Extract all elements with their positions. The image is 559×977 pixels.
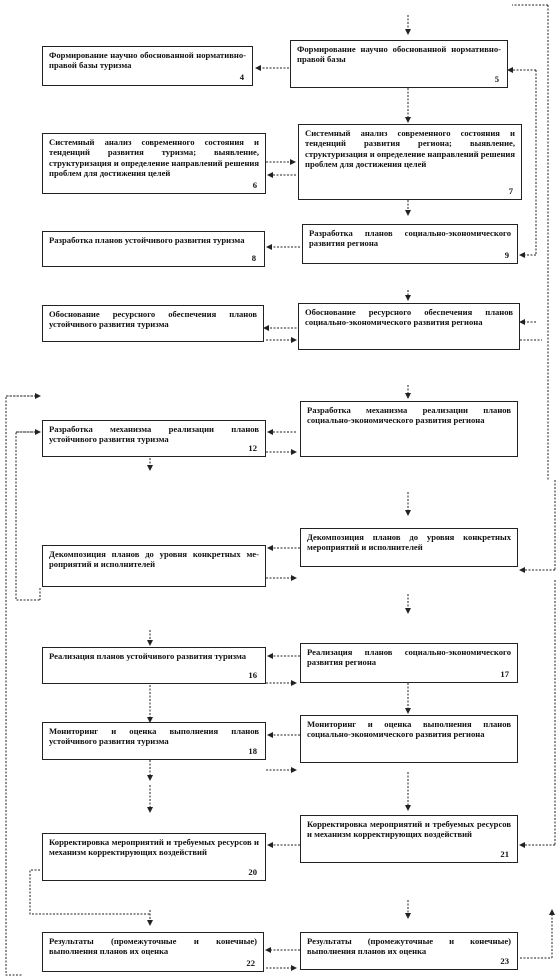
box-14 [42, 545, 266, 587]
box-8 [42, 231, 265, 267]
box-16-text: Реализация планов устойчивого развития туризма [49, 651, 247, 661]
box-20-number: 20 [248, 866, 257, 877]
box-21-text: Корректировка мероприятий и требуемых ресурсов и механизм корректирующих воздействий [307, 819, 511, 840]
box-6-text: Системный анализ современного состояния и тенденций развития туризма; выявление, структуризация и определение направлений решения проблем для достижения целей [49, 137, 259, 178]
box-6 [42, 133, 266, 194]
box-13 [300, 401, 518, 457]
box-14-text: Декомпозиция планов до уровня конкретных ме-роприятий и исполнителей [49, 549, 259, 570]
box-11-text: Обоснование ресурсного обеспечения планов социально-экономического развития региона [305, 307, 513, 328]
box-18-number: 18 [248, 745, 257, 756]
box-9 [302, 224, 518, 264]
box-7-text: Системный анализ современного состояния и тенденций развития региона; выявление, структуризация и определение направлений решения проблем для достижения целей [305, 128, 515, 169]
box-23 [300, 932, 518, 970]
box-15 [300, 528, 518, 567]
box-5-text: Формирование научно обоснованной нормативно-правой базы [297, 44, 501, 65]
box-8-text: Разработка планов устойчивого развития туризма [49, 235, 245, 245]
box-21-number: 21 [500, 848, 509, 859]
box-12 [42, 420, 266, 457]
box-16 [42, 647, 266, 684]
box-6-number: 6 [252, 179, 257, 190]
box-4-text: Формирование научно обоснованной нормативно-правой базы туризма [49, 50, 246, 71]
box-4-number: 4 [239, 71, 244, 82]
box-19-text: Мониторинг и оценка выполнения планов социально-экономического развития региона [307, 719, 511, 740]
box-23-number: 23 [500, 955, 509, 966]
box-16-number: 16 [248, 669, 257, 680]
box-18-text: Мониторинг и оценка выполнения планов устойчивого развития туризма [49, 726, 259, 747]
box-19 [300, 715, 518, 763]
box-7-number: 7 [508, 185, 513, 196]
box-15-text: Декомпозиция планов до уровня конкретных мероприятий и исполнителей [307, 532, 511, 553]
box-22 [42, 932, 264, 972]
box-10 [42, 305, 264, 342]
box-8-number: 8 [251, 252, 256, 263]
box-5 [290, 40, 508, 88]
box-20 [42, 833, 266, 881]
box-23-text: Результаты (промежуточные и конечные) выполнения планов их оценка [307, 936, 511, 957]
box-11 [298, 303, 520, 350]
box-17-text: Реализация планов социально-экономического развития региона [307, 647, 511, 668]
box-22-text: Результаты (промежуточные и конечные) выполнения планов их оценка [49, 936, 257, 957]
box-17-number: 17 [500, 668, 509, 679]
box-21 [300, 815, 518, 863]
box-18 [42, 722, 266, 760]
box-12-text: Разработка механизма реализации планов устойчивого развития туризма [49, 424, 259, 445]
box-22-number: 22 [246, 957, 255, 968]
box-4 [42, 46, 253, 86]
box-7 [298, 124, 522, 200]
box-9-text: Разработка планов социально-экономического развития региона [309, 228, 511, 249]
box-17 [300, 643, 518, 683]
box-12-number: 12 [248, 442, 257, 453]
box-5-number: 5 [494, 73, 499, 84]
box-13-text: Разработка механизма реализации планов социально-экономического развития региона [307, 405, 511, 426]
box-9-number: 9 [504, 249, 509, 260]
box-10-text: Обоснование ресурсного обеспечения планов устойчивого развития туризма [49, 309, 257, 330]
box-20-text: Корректировка мероприятий и требуемых ресурсов и механизм корректирующих воздействий [49, 837, 259, 858]
